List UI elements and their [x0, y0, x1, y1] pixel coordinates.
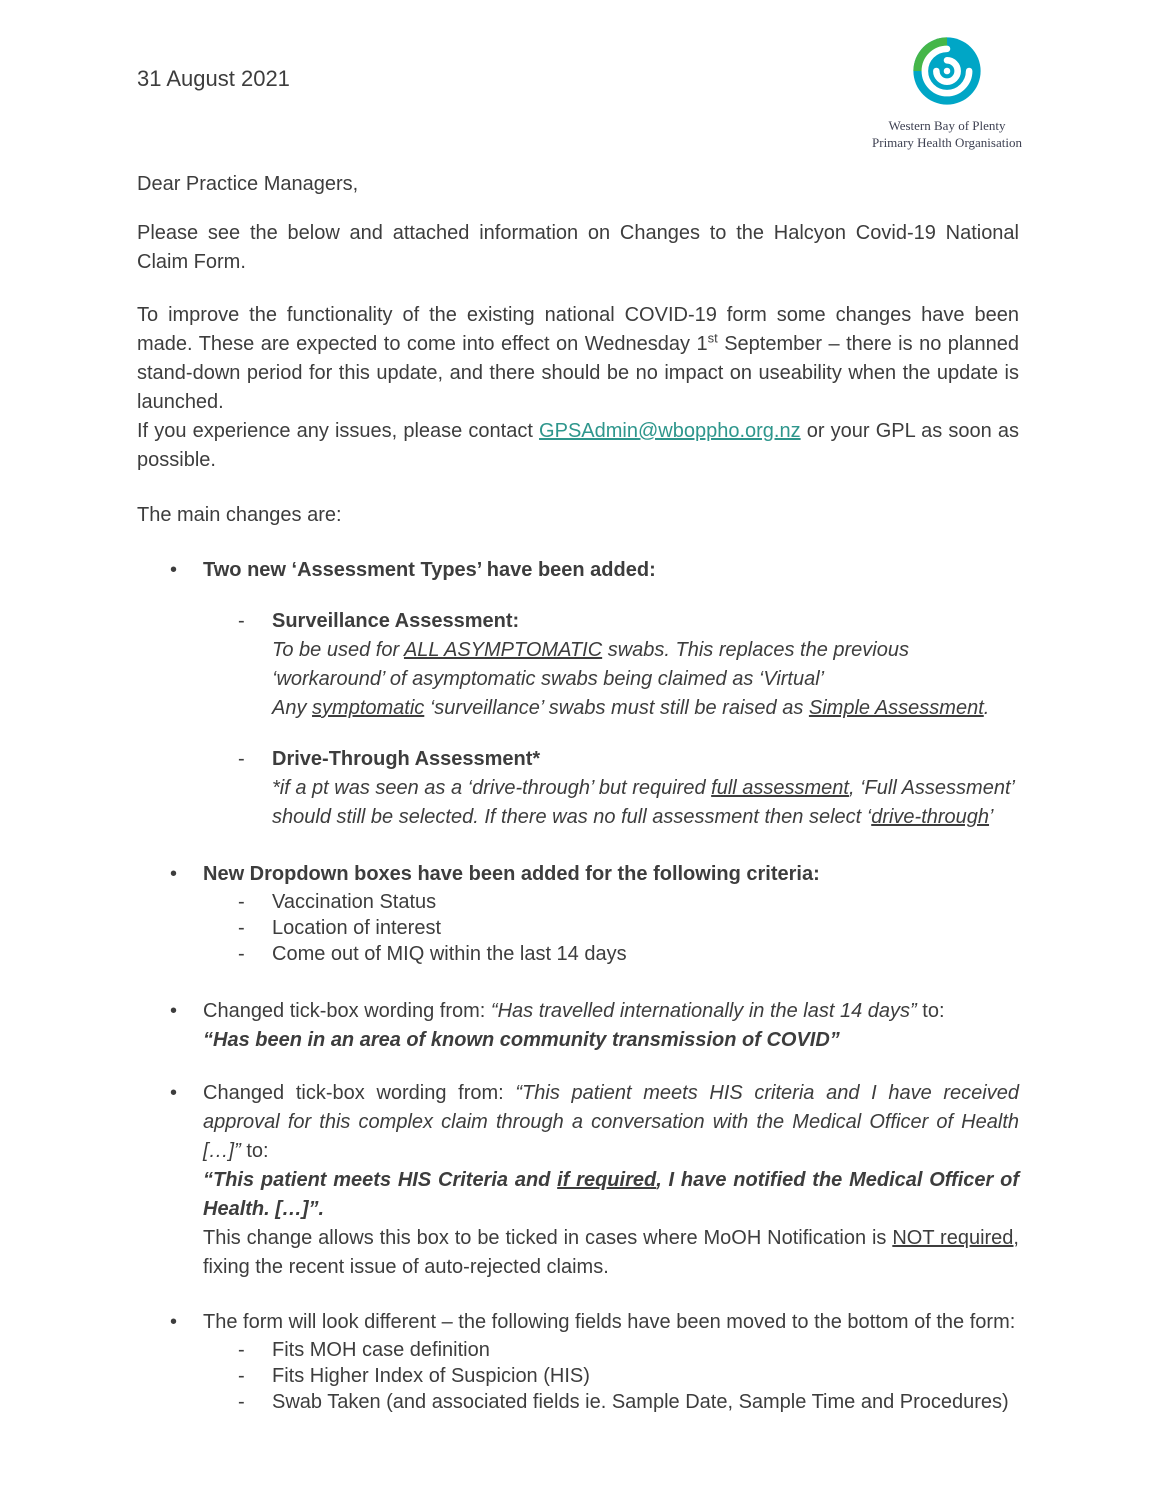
text-run: ‘surveillance’ swabs must still be raised as	[424, 697, 809, 719]
text-run: if required	[557, 1169, 657, 1191]
surveillance-assessment-description	[272, 636, 1019, 723]
bullet-new-dropdowns	[137, 860, 1019, 889]
bullet-marker: •	[170, 863, 178, 885]
bullet-marker: •	[170, 1000, 178, 1022]
bullet-tickbox-his-wording	[137, 1079, 1019, 1282]
text-run: NOT required,	[892, 1227, 1019, 1249]
bullet-tickbox-travel-wording	[137, 997, 1019, 1055]
text-run: .	[983, 697, 990, 719]
text-run: fixing the recent issue of auto-rejected claims.	[203, 1256, 609, 1278]
org-name	[872, 117, 1022, 151]
text-run: If you experience any issues, please contact	[137, 420, 540, 442]
text-run: Any	[272, 697, 313, 719]
text-run: To improve the functionality of the existing national COVID-19 form some changes have been made. These are expected to come into effect on Wednesday 1	[137, 304, 1019, 355]
text-run: “This patient meets HIS Criteria and	[203, 1169, 558, 1191]
text-run: ’	[989, 806, 994, 828]
letter-header	[137, 30, 1022, 150]
bullet-form-layout	[137, 1308, 1019, 1337]
text-run: “This patient meets HIS criteria and I have received approval for this complex claim through a conversation with the Medical Officer of Health […]”	[203, 1082, 1019, 1162]
dash-marker: -	[238, 917, 245, 939]
moved-field-item	[137, 1389, 1019, 1415]
text-run: New Dropdown boxes have been added for the following criteria:	[203, 863, 820, 885]
text-run: , I have notified the Medical Officer of Health. […]”.	[203, 1169, 1020, 1220]
bullet-marker: •	[170, 559, 178, 581]
dropdown-item	[137, 915, 1019, 941]
moved-field-label: Fits MOH case definition	[272, 1339, 490, 1361]
drive-through-assessment-heading	[272, 745, 1019, 774]
text-run: Changed tick-box wording from:	[203, 1000, 491, 1022]
text-run: to:	[240, 1140, 269, 1162]
dash-drive-through-assessment	[137, 745, 1019, 774]
text-run: “Has been in an area of known community transmission of COVID”	[203, 1029, 840, 1051]
dash-marker: -	[238, 610, 245, 632]
text-run: This change allows this box to be ticked in cases where MoOH Notification is	[203, 1227, 893, 1249]
dropdown-item	[137, 889, 1019, 915]
text-run: Changed tick-box wording from:	[203, 1082, 516, 1104]
text-run: Surveillance Assessment:	[272, 610, 520, 632]
letter-date: 31 August 2021	[137, 66, 290, 91]
text-run: swabs. This replaces the previous ‘workaround’ of asymptomatic swabs being claimed as ‘Virtual’	[272, 639, 909, 690]
text-run: Two new ‘Assessment Types’ have been added:	[203, 559, 656, 581]
dropdown-item	[137, 941, 1019, 967]
text-run: Drive-Through Assessment*	[272, 748, 541, 770]
text-run: ALL ASYMPTOMATIC	[403, 639, 603, 661]
text-run: or your GPL as soon as possible.	[137, 420, 1019, 471]
dropdown-item-label: Vaccination Status	[272, 891, 437, 913]
text-run: *if a pt was seen as a ‘drive-through’ but required	[272, 777, 712, 799]
bullet-assessment-types	[137, 556, 1019, 585]
bullet-tickbox-travel-text	[203, 997, 1019, 1055]
text-run: Simple Assessment	[808, 697, 984, 719]
moved-field-label: Swab Taken (and associated fields ie. Sample Date, Sample Time and Procedures)	[272, 1391, 1009, 1413]
text-run: st	[707, 330, 718, 346]
text-run: to:	[916, 1000, 945, 1022]
update-details-paragraph	[137, 301, 1019, 475]
dash-marker: -	[238, 891, 245, 913]
text-run: September – there is no planned stand-down period for this update, and there should be no impact on useability when the update is launched.	[137, 333, 1019, 413]
text-run: “Has travelled internationally in the last 14 days”	[490, 1000, 917, 1022]
dropdown-item-label: Come out of MIQ within the last 14 days	[272, 943, 627, 965]
text-run: full assessment	[711, 777, 849, 799]
text-run: , ‘Full Assessment’ should still be selected. If there was no full assessment then select ‘	[272, 777, 1014, 828]
dash-marker: -	[238, 1339, 245, 1361]
dash-marker: -	[238, 748, 245, 770]
org-name-line1: Western Bay of Plenty	[888, 118, 1006, 133]
text-run: symptomatic	[312, 697, 425, 719]
moved-field-label: Fits Higher Index of Suspicion (HIS)	[272, 1365, 590, 1387]
bullet-tickbox-his-text	[203, 1079, 1019, 1282]
email-link[interactable]: GPSAdmin@wboppho.org.nz	[539, 420, 801, 442]
dash-marker: -	[238, 1391, 245, 1413]
org-name-line2: Primary Health Organisation	[872, 135, 1022, 150]
bullet-marker: •	[170, 1311, 178, 1333]
intro-paragraph: Please see the below and attached information on Changes to the Halcyon Covid-19 National Claim Form.	[137, 222, 1019, 273]
surveillance-assessment-heading	[272, 607, 1019, 636]
moved-field-item	[137, 1363, 1019, 1389]
text-run: To be used for	[272, 639, 404, 661]
dash-surveillance-assessment	[137, 607, 1019, 636]
main-changes-heading: The main changes are:	[137, 504, 342, 526]
text-run: The form will look different – the following fields have been moved to the bottom of the form:	[203, 1311, 1016, 1333]
org-logo-block	[857, 30, 1037, 151]
org-logo-icon	[906, 30, 988, 112]
bullet-marker: •	[170, 1082, 178, 1104]
dash-marker: -	[238, 1365, 245, 1387]
dropdown-item-label: Location of interest	[272, 917, 441, 939]
bullet-assessment-types-text	[203, 556, 1019, 585]
salutation: Dear Practice Managers,	[137, 173, 359, 195]
bullet-new-dropdowns-text	[203, 860, 1019, 889]
drive-through-assessment-description	[272, 774, 1019, 832]
moved-field-item	[137, 1337, 1019, 1363]
text-run: drive-through	[871, 806, 990, 828]
dash-marker: -	[238, 943, 245, 965]
bullet-form-layout-text	[203, 1308, 1019, 1337]
